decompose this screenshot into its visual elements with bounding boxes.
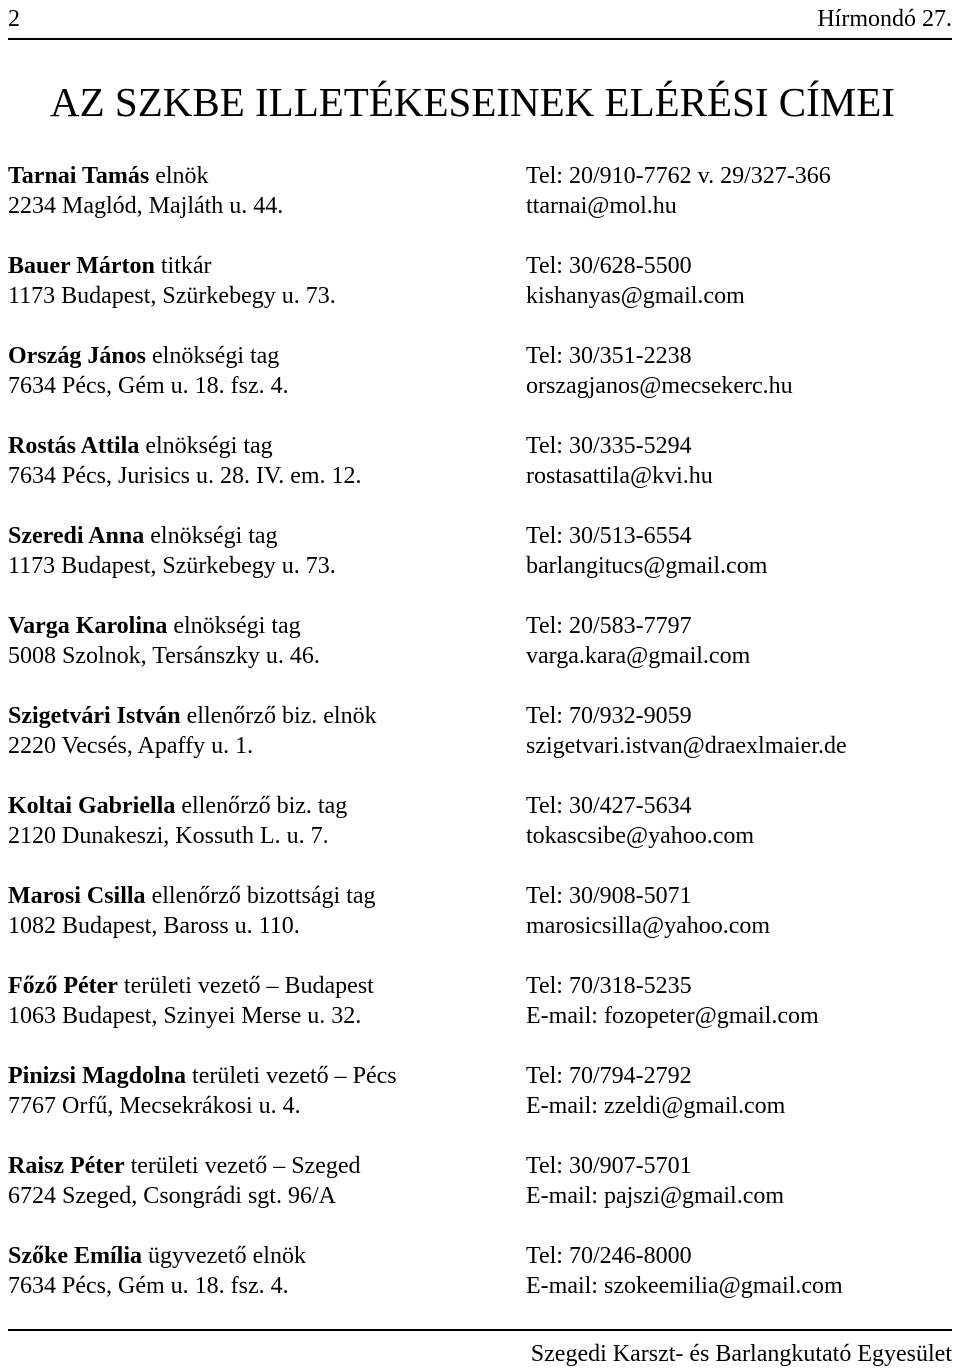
contact-role: elnökségi tag [167, 613, 301, 639]
contact-name: Raisz Péter [8, 1153, 125, 1179]
contact-email[interactable]: E-mail: zzeldi@gmail.com [526, 1093, 786, 1119]
contact-address: 7634 Pécs, Jurisics u. 28. IV. em. 12. [8, 463, 362, 489]
contact-heading [8, 251, 212, 281]
contact-address: 7767 Orfű, Mecsekrákosi u. 4. [8, 1093, 301, 1119]
contact-name: Bauer Márton [8, 253, 155, 279]
contact-role: területi vezető – Budapest [117, 973, 374, 999]
contact-heading [8, 1061, 397, 1091]
contact-role: területi vezető – Pécs [186, 1063, 397, 1089]
contact-email[interactable]: barlangitucs@gmail.com [526, 553, 768, 579]
contact-phone: Tel: 20/583-7797 [526, 613, 692, 639]
contact-name: Főző Péter [8, 973, 118, 999]
contact-entry [8, 1061, 952, 1151]
contact-address: 1063 Budapest, Szinyei Merse u. 32. [8, 1003, 362, 1029]
contact-entry [8, 1241, 952, 1331]
contact-address: 7634 Pécs, Gém u. 18. fsz. 4. [8, 373, 289, 399]
page-number: 2 [8, 6, 20, 32]
contact-email[interactable]: E-mail: fozopeter@gmail.com [526, 1003, 819, 1029]
contact-role: elnökségi tag [139, 433, 273, 459]
contact-address: 7634 Pécs, Gém u. 18. fsz. 4. [8, 1273, 289, 1299]
contact-role: elnökségi tag [146, 343, 280, 369]
contact-entry [8, 881, 952, 971]
contact-entry [8, 701, 952, 791]
contact-email[interactable]: E-mail: pajszi@gmail.com [526, 1183, 785, 1209]
contact-address: 2234 Maglód, Majláth u. 44. [8, 193, 284, 219]
contact-role: elnök [149, 163, 209, 189]
contact-phone: Tel: 70/794-2792 [526, 1063, 692, 1089]
header-divider [8, 38, 952, 40]
contact-name: Ország János [8, 343, 146, 369]
contact-entry [8, 1151, 952, 1241]
contact-name: Szigetvári István [8, 703, 181, 729]
contact-name: Marosi Csilla [8, 883, 146, 909]
contact-entry [8, 611, 952, 701]
contact-entry [8, 431, 952, 521]
contact-address: 5008 Szolnok, Tersánszky u. 46. [8, 643, 320, 669]
contact-name: Szőke Emília [8, 1243, 143, 1269]
contact-address: 1082 Budapest, Baross u. 110. [8, 913, 300, 939]
contact-heading [8, 161, 209, 191]
contact-phone: Tel: 30/351-2238 [526, 343, 692, 369]
contact-email[interactable]: tokascsibe@yahoo.com [526, 823, 755, 849]
contact-phone: Tel: 70/318-5235 [526, 973, 692, 999]
footer-organization: Szegedi Karszt- és Barlangkutató Egyesület [530, 1341, 952, 1367]
contact-address: 6724 Szeged, Csongrádi sgt. 96/A [8, 1183, 336, 1209]
contact-heading [8, 611, 301, 641]
contact-email[interactable]: orszagjanos@mecsekerc.hu [526, 373, 793, 399]
contact-email[interactable]: marosicsilla@yahoo.com [526, 913, 771, 939]
contact-phone: Tel: 30/513-6554 [526, 523, 692, 549]
contact-email[interactable]: ttarnai@mol.hu [526, 193, 677, 219]
contact-phone: Tel: 30/628-5500 [526, 253, 692, 279]
contact-entry [8, 251, 952, 341]
contact-phone: Tel: 20/910-7762 v. 29/327-366 [526, 163, 831, 189]
contact-phone: Tel: 30/908-5071 [526, 883, 692, 909]
contact-role: ügyvezető elnök [142, 1243, 306, 1269]
contact-role: ellenőrző biz. elnök [180, 703, 377, 729]
contact-heading [8, 791, 347, 821]
contact-email[interactable]: E-mail: szokeemilia@gmail.com [526, 1273, 843, 1299]
page-header [8, 4, 952, 34]
contact-phone: Tel: 30/427-5634 [526, 793, 692, 819]
contact-address: 1173 Budapest, Szürkebegy u. 73. [8, 553, 336, 579]
contact-name: Rostás Attila [8, 433, 140, 459]
contact-phone: Tel: 70/246-8000 [526, 1243, 692, 1269]
contact-heading [8, 971, 374, 1001]
contact-address: 2120 Dunakeszi, Kossuth L. u. 7. [8, 823, 329, 849]
contact-entry [8, 971, 952, 1061]
contact-address: 2220 Vecsés, Apaffy u. 1. [8, 733, 254, 759]
contact-entry [8, 161, 952, 251]
contact-heading [8, 341, 279, 371]
contact-name: Pinizsi Magdolna [8, 1063, 187, 1089]
contact-role: területi vezető – Szeged [124, 1153, 361, 1179]
contact-role: ellenőrző bizottsági tag [145, 883, 376, 909]
contact-address: 1173 Budapest, Szürkebegy u. 73. [8, 283, 336, 309]
contact-list [8, 161, 952, 1331]
contact-name: Varga Karolina [8, 613, 168, 639]
contact-heading [8, 431, 273, 461]
contact-phone: Tel: 70/932-9059 [526, 703, 692, 729]
contact-email[interactable]: kishanyas@gmail.com [526, 283, 745, 309]
contact-heading [8, 1151, 361, 1181]
contact-name: Koltai Gabriella [8, 793, 176, 819]
contact-heading [8, 521, 278, 551]
contact-entry [8, 791, 952, 881]
contact-email[interactable]: varga.kara@gmail.com [526, 643, 751, 669]
contact-name: Tarnai Tamás [8, 163, 150, 189]
contact-entry [8, 521, 952, 611]
contact-phone: Tel: 30/907-5701 [526, 1153, 692, 1179]
page-title: AZ SZKBE ILLETÉKESEINEK ELÉRÉSI CÍMEI [50, 79, 895, 125]
footer-divider [8, 1329, 952, 1331]
contact-email[interactable]: szigetvari.istvan@draexlmaier.de [526, 733, 847, 759]
publication-title: Hírmondó 27. [817, 6, 952, 32]
contact-name: Szeredi Anna [8, 523, 145, 549]
contact-role: titkár [154, 253, 212, 279]
contact-heading [8, 881, 375, 911]
contact-entry [8, 341, 952, 431]
contact-heading [8, 701, 377, 731]
contact-role: ellenőrző biz. tag [175, 793, 348, 819]
contact-phone: Tel: 30/335-5294 [526, 433, 692, 459]
contact-email[interactable]: rostasattila@kvi.hu [526, 463, 713, 489]
contact-role: elnökségi tag [144, 523, 278, 549]
contact-heading [8, 1241, 306, 1271]
